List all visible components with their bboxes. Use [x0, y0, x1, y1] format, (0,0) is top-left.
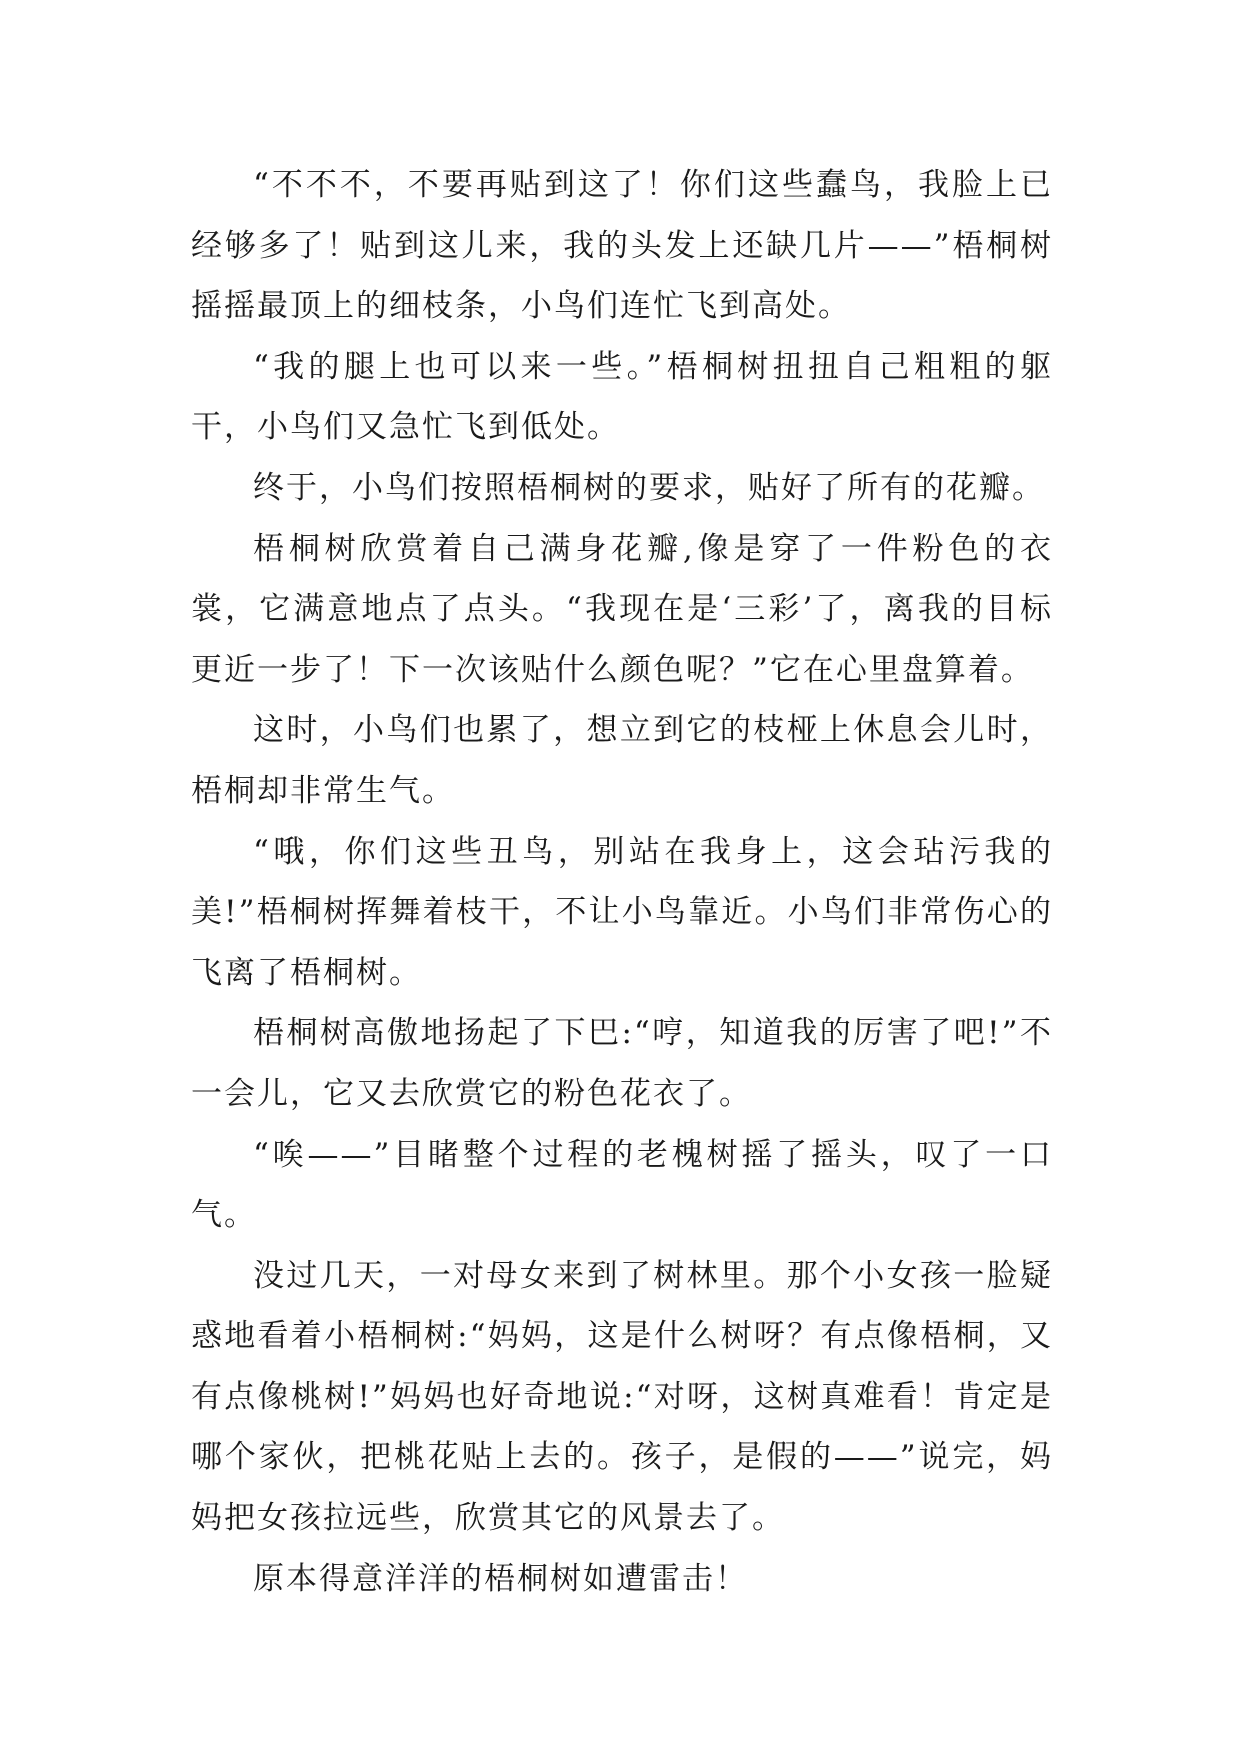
paragraph-7: 梧桐树高傲地扬起了下巴:“哼，知道我的厉害了吧!”不一会儿，它又去欣赏它的粉色花衣了。	[191, 1015, 1053, 1112]
paragraph-3: 终于，小鸟们按照梧桐树的要求，贴好了所有的花瓣。	[253, 469, 1045, 506]
paragraph-2: “我的腿上也可以来一些。”梧桐树扭扭自己粗粗的躯干，小鸟们又急忙飞到低处。	[191, 348, 1053, 446]
story-text	[191, 155, 1053, 1609]
paragraph-8: “唉——”目睹整个过程的老槐树摇了摇头，叹了一口气。	[191, 1136, 1053, 1234]
paragraph-9: 没过几天，一对母女来到了树林里。那个小女孩一脸疑惑地看着小梧桐树:“妈妈，这是什么树呀？有点像梧桐，又有点像桃树!”妈妈也好奇地说:“对呀，这树真难看！肯定是哪个家伙，把桃花贴上去的。孩子，是假的——”说完，妈妈把女孩拉远些，欣赏其它的风景去了。	[191, 1257, 1053, 1537]
paragraph-5: 这时，小鸟们也累了，想立到它的枝桠上休息会儿时，梧桐却非常生气。	[191, 712, 1053, 809]
paragraph-1: “不不不，不要再贴到这了！你们这些蠢鸟，我脸上已经够多了！贴到这儿来，我的头发上还缺几片——”梧桐树摇摇最顶上的细枝条，小鸟们连忙飞到高处。	[191, 167, 1053, 325]
paragraph-10: 原本得意洋洋的梧桐树如遭雷击！	[253, 1560, 748, 1597]
paragraph-6: “哦，你们这些丑鸟，别站在我身上，这会玷污我的美!”梧桐树挥舞着枝干，不让小鸟靠近。小鸟们非常伤心的飞离了梧桐树。	[191, 833, 1053, 991]
paragraph-4: 梧桐树欣赏着自己满身花瓣,像是穿了一件粉色的衣裳，它满意地点了点头。“我现在是‘三彩’了，离我的目标更近一步了！下一次该贴什么颜色呢？”它在心里盘算着。	[191, 530, 1053, 688]
